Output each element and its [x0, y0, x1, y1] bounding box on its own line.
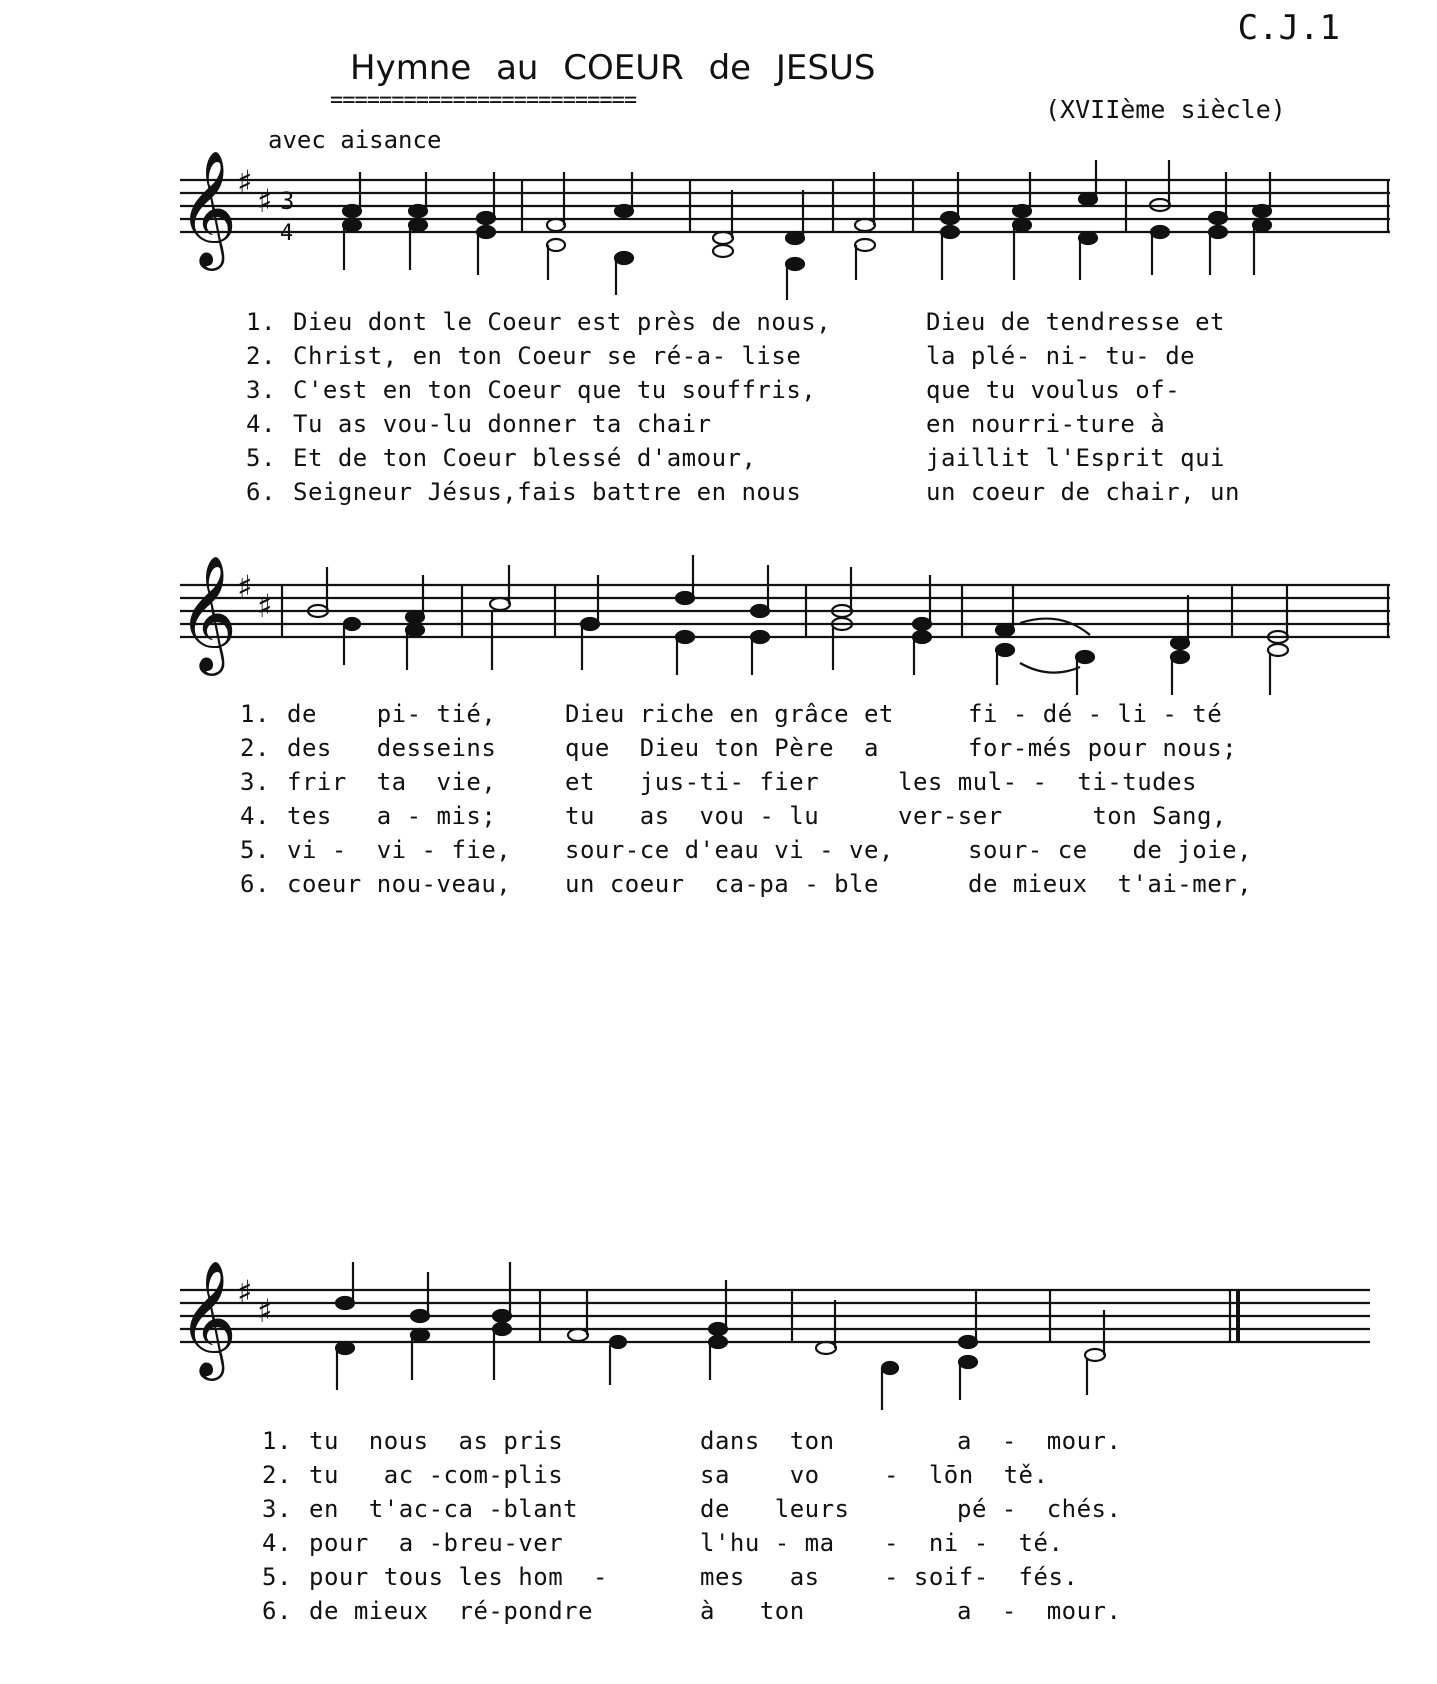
century-note: (XVIIème siècle): [1045, 95, 1286, 124]
time-sig-bottom: 4: [280, 221, 294, 246]
treble-clef-icon: 𝄞: [178, 554, 238, 671]
treble-clef-icon: 𝄞: [178, 150, 238, 266]
sharp-icon: ♯: [257, 587, 273, 625]
treble-clef-icon: 𝄞: [178, 1259, 238, 1376]
staff-system-2: [0, 545, 1437, 705]
staff-system-1: [0, 150, 1437, 310]
sharp-icon: ♯: [237, 163, 253, 201]
time-sig-top: 3: [280, 187, 295, 215]
sharp-icon: ♯: [237, 1273, 253, 1311]
sharp-icon: ♯: [257, 182, 273, 220]
hymn-title: Hymne au COEUR de JESUS: [350, 48, 876, 88]
page-reference: C.J.1: [1237, 8, 1340, 48]
sharp-icon: ♯: [237, 568, 253, 606]
sharp-icon: ♯: [257, 1292, 273, 1330]
tempo-marking: avec aisance: [268, 126, 442, 154]
title-underline: =========================: [330, 88, 637, 113]
staff-system-3: [0, 1250, 1437, 1410]
